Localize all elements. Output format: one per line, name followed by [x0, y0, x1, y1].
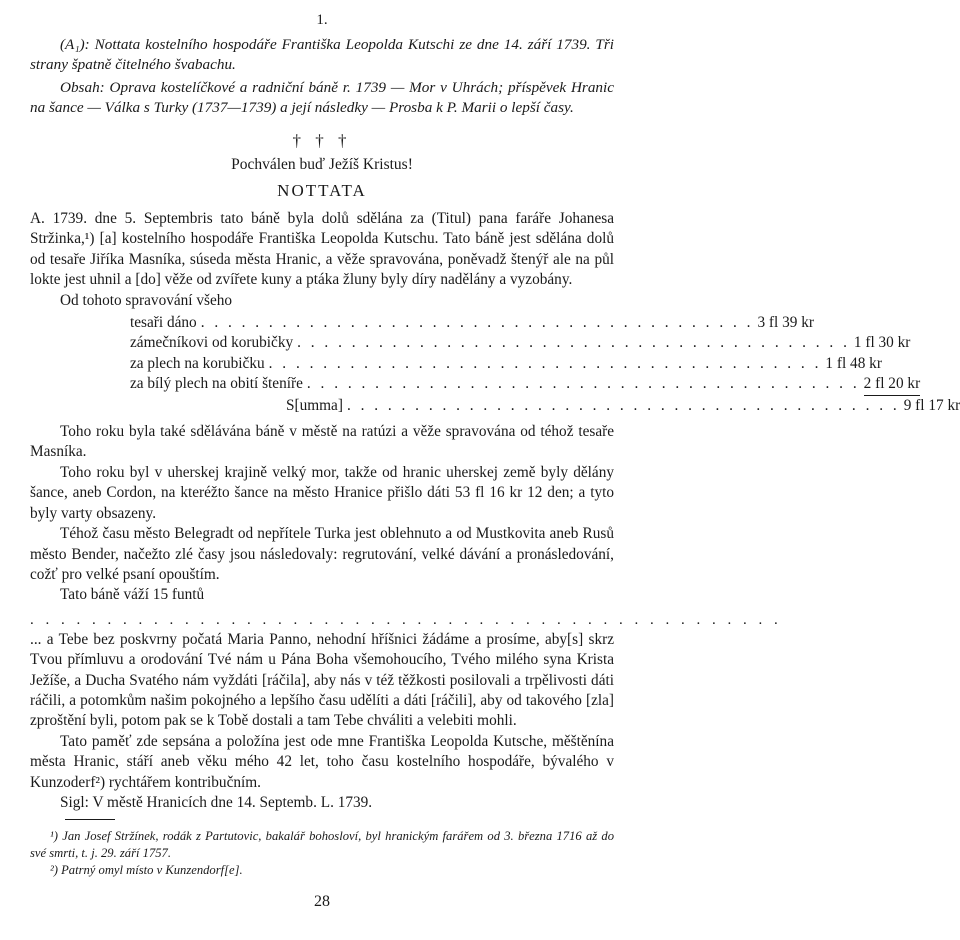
cost-table — [130, 313, 960, 416]
cost-label: za plech na korubičku — [130, 354, 265, 372]
cost-amount: 3 fl 39 kr — [757, 314, 814, 332]
omission-line: . . . . . . . . . . . . . . . . . . . . . . . . . . . . . . . . . . . . . . . . . . . . . . . . . — [30, 611, 782, 628]
cost-row — [130, 333, 911, 353]
paragraph-9: Sigl: V městě Hranicích dne 14. Septemb. L. 1739. — [60, 793, 373, 811]
paragraph-7: ... a Tebe bez poskvrny počatá Maria Panno, nehodní hříšnici žádáme a prosíme, aby[s] skrz Tvou přímluvu a orodování Tvé nám u Pána Boha všemohoucího, Tvého milého syna Krista Ježíše, a Ducha Svatého nám vyždáti [ráčila], aby nás v též těžkosti posilovali a trpělivosti dáti ráčili, a potomkům našim pokojného a lepšího času udělíti a dáti [ráčili], aby od takového [zla] zproštění byli, potom pak se k Tobě dostali a tam Tebe chváliti a velebiti mohli. — [30, 630, 614, 730]
cost-row — [130, 354, 882, 374]
greeting: Pochválen buď Ježíš Kristus! — [231, 156, 413, 173]
paragraph-8: Tato paměť zde sepsána a položína jest ode mne Františka Leopolda Kutsche, měštěnína města Hranic, stáří aneb věku mého 42 let, toho času kostelního hospodáře, bývalého v Kunzoderf²) rychtářem kontribučním. — [30, 732, 614, 791]
paragraph-6: Tato báně váží 15 funtů — [60, 586, 205, 604]
footnotes — [30, 828, 614, 879]
page-number-bottom: 28 — [314, 893, 330, 911]
page-number-top: 1. — [316, 12, 328, 28]
cost-total-amount: 9 fl 17 kr — [903, 396, 960, 414]
paragraph-3: Toho roku byla také sdělávána báně v městě na ratúzi a věže spravována od téhož tesaře Masníka. — [30, 423, 614, 461]
paragraph-5: Téhož času město Belegradt od nepřítele Turka jest oblehnuto a od Mustkovita aneb Rusů město Bender, načežto zlé časy jsou následovaly: regrutování, velké dávání a pronásledování, cožť pro velké psaní opouštím. — [30, 525, 614, 583]
paragraph-4: Toho roku byl v uherskej krajině velký mor, takže od hranic uherskej země byly dělány šance, aneb Cordon, na kteréžto šance na město Hranice přišlo dáti 53 fl 16 kr 12 den; a tyto byly varty obsazeny. — [30, 463, 614, 522]
cost-total-label: S[umma] — [286, 396, 343, 414]
cost-total-row — [130, 396, 960, 416]
document-title: NOTTATA — [277, 181, 367, 200]
summary-line: Obsah: Oprava kostelíčkové a radniční báně r. 1739 — Mor v Uhrách; příspěvek Hranic na šance — Válka s Turky (1737—1739) a její následky — Prosba k P. Marii o lepší časy. — [30, 79, 614, 116]
body-text — [30, 209, 960, 813]
cost-label: tesaři dáno — [130, 314, 197, 332]
footnote-separator — [65, 819, 115, 820]
cost-label: zámečníkovi od korubičky — [130, 334, 294, 352]
cost-amount: 1 fl 48 kr — [825, 354, 882, 372]
footnote-1: ¹) Jan Josef Stržínek, rodák z Partutovic, bakalář bohosloví, byl hranickým farářem od 3. března 1716 až do své smrti, t. j. 29. září 1757. — [30, 829, 614, 861]
cost-row — [130, 374, 921, 395]
cost-label: za bílý plech na obití šteníře — [130, 375, 303, 393]
cost-row — [130, 313, 814, 333]
cost-amount: 1 fl 30 kr — [853, 334, 911, 352]
paragraph-2: Od tohoto spravování všeho — [60, 291, 233, 309]
header-block — [30, 35, 614, 118]
crosses-ornament: † † † — [292, 131, 352, 150]
paragraph-1: A. 1739. dne 5. Septembris tato báně byla dolů sdělána za (Titul) pana faráře Johanesa Stržinka,¹) [a] kostelního hospodáře Františka Leopolda Kutschu. Tato báně jest sdělána dolů od tesaře Jiříka Masníka, súseda města Hranic, a věže spravována, poněvadž štenýř ale na půl lokte jest uhnil a [do] věže od zvířete kuny a ptáka žluny byly díry nadělány a vyzobány. — [30, 210, 614, 289]
cost-amount: 2 fl 20 kr — [864, 374, 921, 395]
footnote-2: ²) Patrný omyl místo v Kunzendorf[e]. — [50, 863, 243, 878]
source-line: (A₁): Nottata kostelního hospodáře Františka Leopolda Kutschi ze dne 14. září 1739. Tři strany špatně čitelného švabachu. — [30, 36, 614, 73]
document-page — [30, 12, 960, 911]
